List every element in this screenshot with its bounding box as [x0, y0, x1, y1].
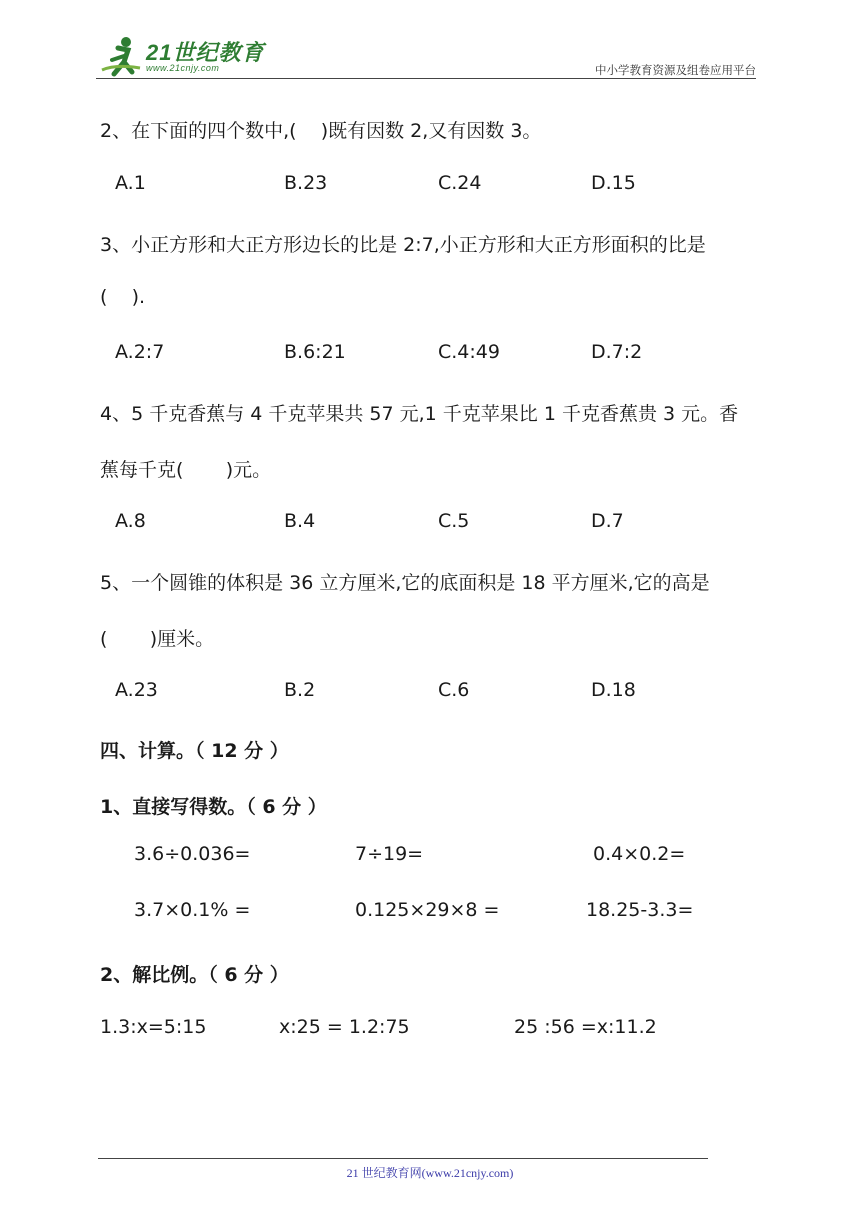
- question-2-text: 2、在下面的四个数中,( )既有因数 2,又有因数 3。: [100, 120, 542, 142]
- question-4-option-c: C.5: [438, 510, 470, 532]
- question-4-text: 4、5 千克香蕉与 4 千克苹果共 57 元,1 千克苹果比 1 千克香蕉贵 3 元。香: [100, 403, 739, 425]
- question-4-option-d: D.7: [591, 510, 624, 532]
- footer-text: 21 世纪教育网(www.21cnjy.com): [346, 1166, 514, 1180]
- question-2-option-d: D.15: [591, 172, 636, 194]
- proportion-item: 25 :56 =x:11.2: [514, 1016, 657, 1038]
- question-4-option-b: B.4: [284, 510, 316, 532]
- question-2-option-b: B.23: [284, 172, 328, 194]
- footer-divider: [98, 1158, 708, 1159]
- calc-item: 7÷19=: [355, 843, 424, 865]
- question-3-option-a: A.2:7: [115, 341, 165, 363]
- section-4-title: 四、计算。（ 12 分 ）: [100, 740, 289, 762]
- header-divider: [96, 78, 756, 79]
- question-5-option-b: B.2: [284, 679, 316, 701]
- part-1-title: 1、直接写得数。（ 6 分 ）: [100, 796, 327, 818]
- calc-item: 3.7×0.1% =: [134, 899, 251, 921]
- question-4-option-a: A.8: [115, 510, 146, 532]
- question-3-option-d: D.7:2: [591, 341, 643, 363]
- question-3-option-c: C.4:49: [438, 341, 500, 363]
- part-2-title: 2、解比例。（ 6 分 ）: [100, 964, 289, 986]
- logo-url: www.21cnjy.com: [146, 63, 220, 73]
- question-5-option-a: A.23: [115, 679, 158, 701]
- proportion-item: 1.3:x=5:15: [100, 1016, 207, 1038]
- logo: [96, 34, 266, 78]
- question-3-text: 3、小正方形和大正方形边长的比是 2:7,小正方形和大正方形面积的比是: [100, 234, 706, 256]
- logo-text: 21世纪教育: [146, 40, 265, 65]
- calc-item: 18.25-3.3=: [586, 899, 694, 921]
- question-2-option-a: A.1: [115, 172, 146, 194]
- question-5-text: 5、一个圆锥的体积是 36 立方厘米,它的底面积是 18 平方厘米,它的高是: [100, 572, 710, 594]
- calc-item: 0.4×0.2=: [593, 843, 686, 865]
- proportion-item: x:25 = 1.2:75: [279, 1016, 410, 1038]
- question-5-text-cont: ( )厘米。: [100, 628, 215, 650]
- question-4-text-cont: 蕉每千克( )元。: [100, 459, 272, 481]
- calc-item: 0.125×29×8 =: [355, 899, 500, 921]
- page-header: [96, 34, 756, 80]
- calc-item: 3.6÷0.036=: [134, 843, 251, 865]
- question-5-option-c: C.6: [438, 679, 470, 701]
- question-3-option-b: B.6:21: [284, 341, 346, 363]
- question-2-option-c: C.24: [438, 172, 482, 194]
- question-5-option-d: D.18: [591, 679, 636, 701]
- question-3-text-cont: ( ).: [100, 286, 146, 308]
- header-platform-text: 中小学教育资源及组卷应用平台: [595, 63, 756, 77]
- runner-logo-icon: [96, 34, 144, 78]
